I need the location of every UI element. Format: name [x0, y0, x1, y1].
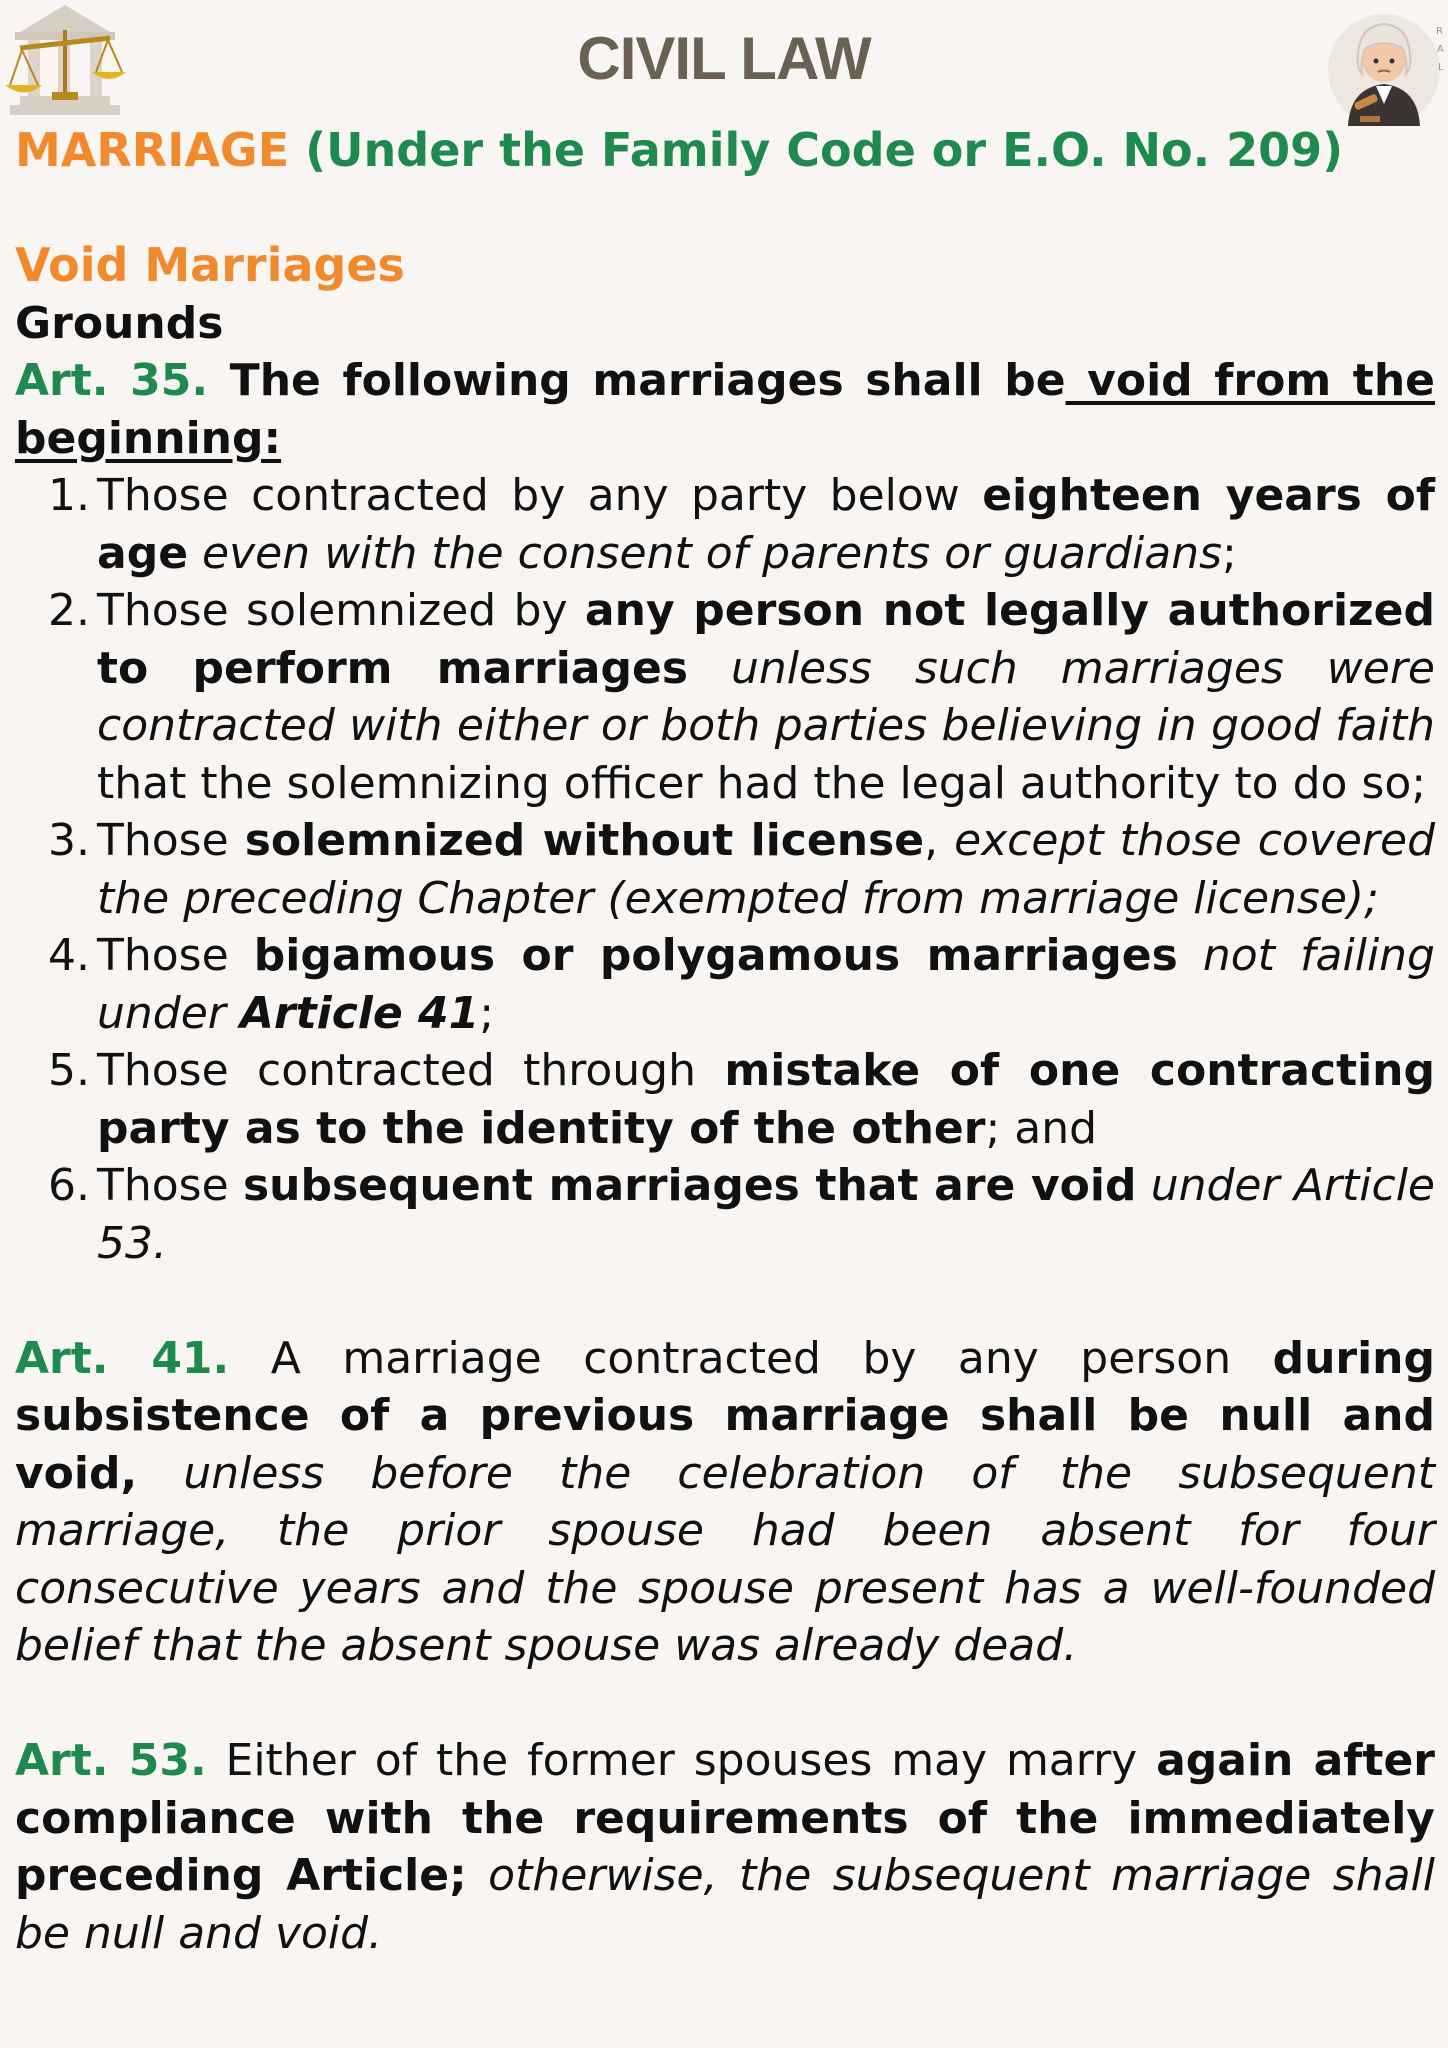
art35-underlined: void from the beginning:: [15, 355, 1436, 464]
grounds-list: [15, 467, 1435, 1272]
art53-paragraph: Art. 53. Either of the former spouses may marry again after compliance with the requirements of the immediately preceding Article; otherwise, the subsequent marriage shall be null and void.: [15, 1735, 1435, 1959]
art35-label: Art. 35.: [15, 355, 209, 406]
list-item: 4. Those bigamous or polygamous marriages not failing under Article 41;: [48, 930, 1435, 1039]
section-subtitle: Grounds: [15, 297, 224, 349]
art35-lead: The following marriages shall be: [208, 355, 1066, 406]
art53-label: Art. 53.: [15, 1735, 207, 1786]
page-title: CIVIL LAW: [577, 25, 871, 92]
list-item: 5. Those contracted through mistake of one contracting party as to the identity of the other; and: [48, 1045, 1435, 1154]
list-item: 1. Those contracted by any party below eighteen years of age even with the consent of parents or guardians;: [48, 470, 1435, 579]
document-body: [15, 122, 1435, 1962]
topic-heading: [15, 122, 1435, 180]
topic-main: MARRIAGE: [15, 123, 290, 177]
svg-text:A: A: [1437, 44, 1444, 55]
art35-heading: [15, 352, 1435, 467]
svg-text:R: R: [1436, 26, 1443, 37]
list-item: 6. Those subsequent marriages that are void under Article 53.: [48, 1160, 1435, 1269]
art41-label: Art. 41.: [15, 1332, 230, 1384]
judge-avatar-icon: [1320, 8, 1448, 126]
topic-sub: (Under the Family Code or E.O. No. 209): [305, 123, 1344, 177]
list-item: 3. Those solemnized without license, except those covered the preceding Chapter (exempted from marriage license);: [48, 815, 1436, 924]
section-title: Void Marriages: [15, 238, 405, 292]
list-item: 2. Those solemnized by any person not legally authorized to perform marriages unless such marriages were contracted with either or both parties believing in good faith that the solemnizing officer had the legal authority to do so;: [48, 585, 1436, 809]
svg-text:L: L: [1438, 62, 1444, 73]
art41-paragraph: Art. 41. A marriage contracted by any person during subsistence of a previous marriage shall be null and void, unless before the celebration of the subsequent marriage, the prior spouse had been absent for four consecutive years and the spouse present has a well-founded belief that the absent spouse was already dead.: [15, 1332, 1435, 1671]
